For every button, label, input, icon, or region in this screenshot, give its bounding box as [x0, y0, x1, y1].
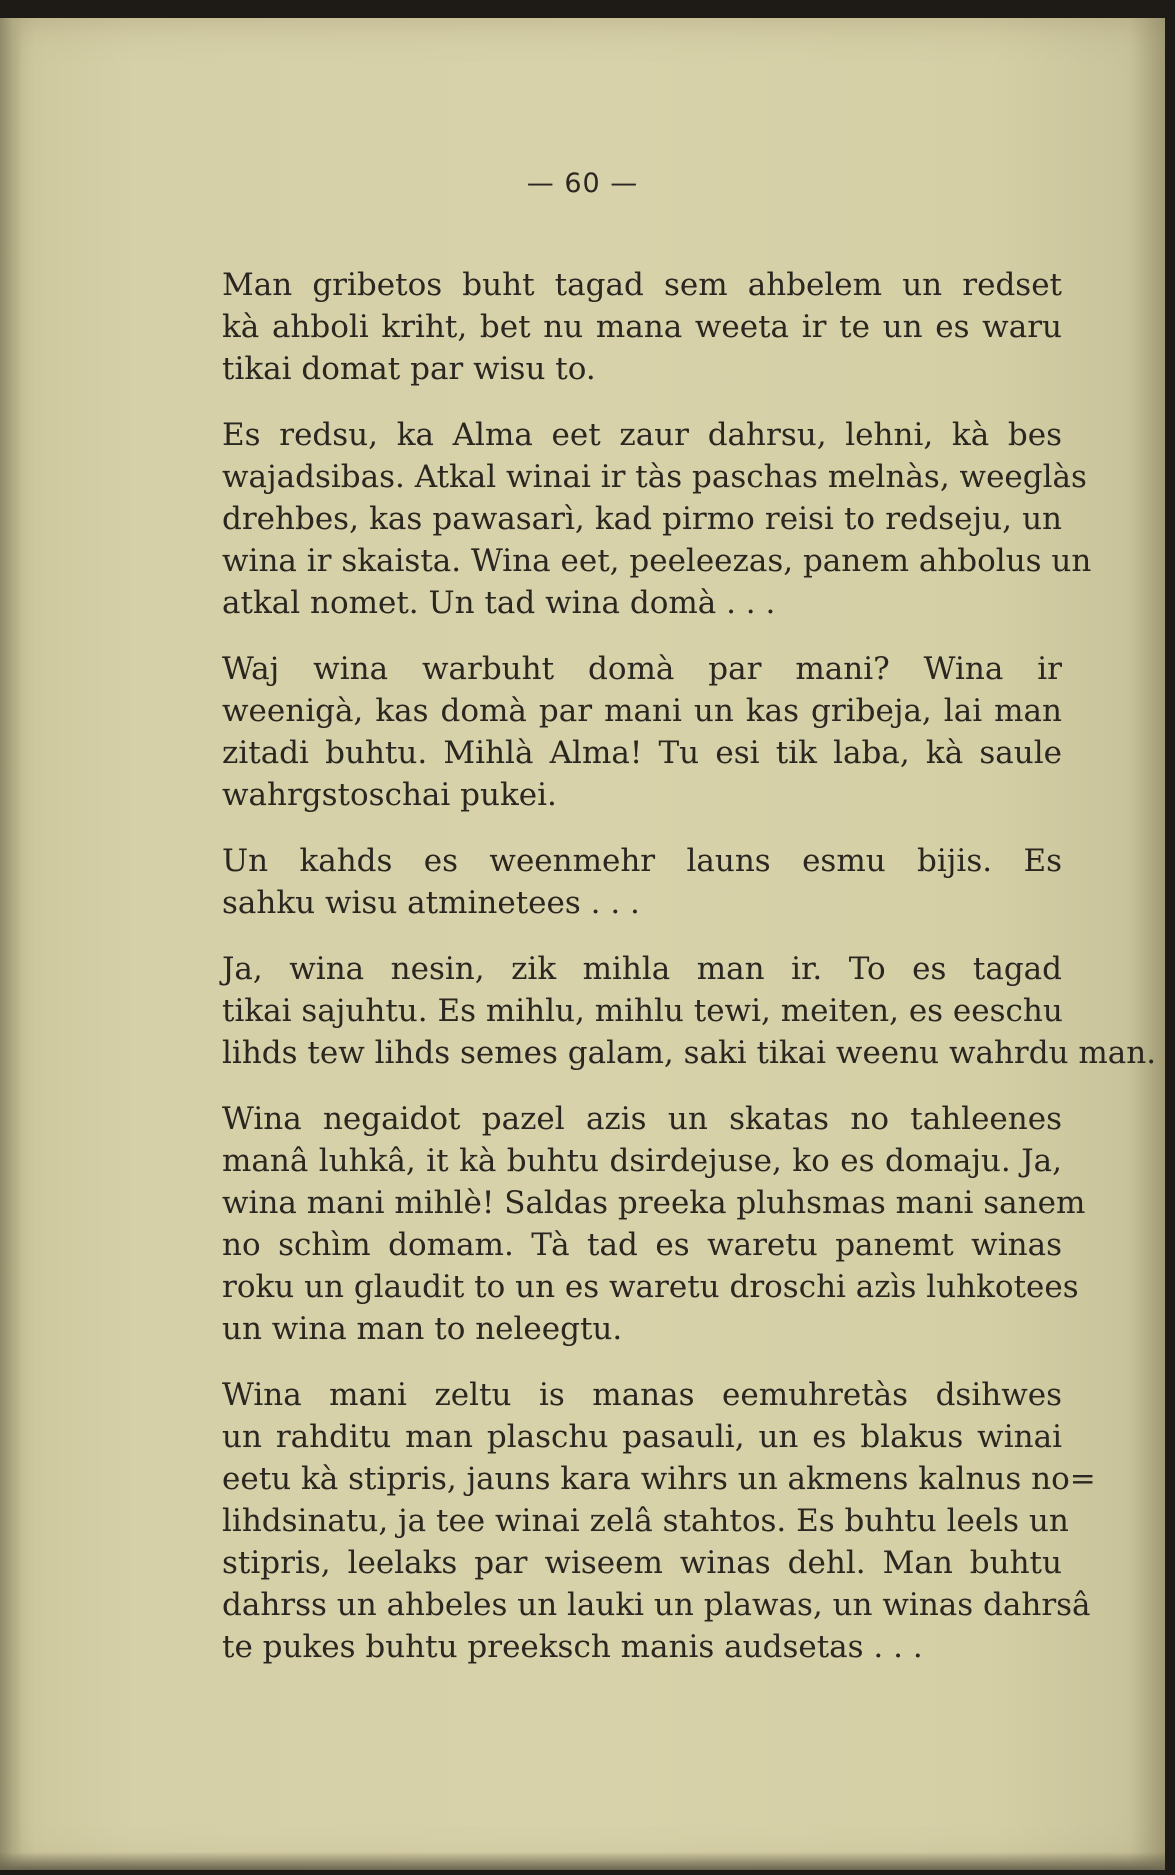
text-line: un rahditu man plaschu pasauli, un es blakus winai — [222, 1419, 1062, 1455]
text-line: Wina negaidot pazel azis un skatas no tahleenes — [222, 1101, 1062, 1137]
page-binding-edge — [0, 18, 22, 1870]
text-line: wahrgstoschai pukei. — [222, 777, 557, 813]
text-line: kà ahboli kriht, bet nu mana weeta ir te un es waru — [222, 309, 1062, 345]
text-line: Man gribetos buht tagad sem ahbelem un redset — [222, 267, 1062, 303]
text-line: Es redsu, ka Alma eet zaur dahrsu, lehni, kà bes — [222, 417, 1062, 453]
text-line: te pukes buhtu preeksch manis audsetas . . . — [222, 1629, 923, 1665]
text-line: drehbes, kas pawasarì, kad pirmo reisi to redseju, un — [222, 501, 1062, 537]
text-line: lihds tew lihds semes galam, saki tikai weenu wahrdu man. — [222, 1035, 1157, 1071]
text-line: Wina mani zeltu is manas eemuhretàs dsihwes — [222, 1377, 1062, 1413]
text-line: weenigà, kas domà par mani un kas gribeja, lai man — [222, 693, 1062, 729]
text-line: Un kahds es weenmehr launs esmu bijis. Es — [222, 843, 1062, 879]
text-line: tikai sajuhtu. Es mihlu, mihlu tewi, meiten, es eeschu — [222, 993, 1063, 1029]
paragraph — [222, 840, 1062, 924]
paragraph — [222, 948, 1157, 1074]
text-line: stipris, leelaks par wiseem winas dehl. Man buhtu — [222, 1545, 1062, 1581]
page-bottom-edge — [0, 1852, 1165, 1870]
text-line: wina ir skaista. Wina eet, peeleezas, panem ahbolus un — [222, 543, 1092, 579]
text-line: zitadi buhtu. Mihlà Alma! Tu esi tik laba, kà saule — [222, 735, 1062, 771]
text-line: dahrss un ahbeles un lauki un plawas, un winas dahrsâ — [222, 1587, 1091, 1623]
paragraph — [222, 414, 1092, 624]
paragraph — [222, 1098, 1086, 1350]
text-line: wajadsibas. Atkal winai ir tàs paschas melnàs, weeglàs — [222, 459, 1087, 495]
text-line: tikai domat par wisu to. — [222, 351, 596, 387]
text-line: lihdsinatu, ja tee winai zelâ stahtos. Es buhtu leels un — [222, 1503, 1069, 1539]
text-line: Ja, wina nesin, zik mihla man ir. To es tagad — [222, 951, 1062, 987]
body-text — [222, 264, 1157, 1692]
paragraph — [222, 264, 1062, 390]
text-line: eetu kà stipris, jauns kara wihrs un akmens kalnus no= — [222, 1461, 1096, 1497]
text-line: un wina man to neleegtu. — [222, 1311, 623, 1347]
text-line: wina mani mihlè! Saldas preeka pluhsmas mani sanem — [222, 1185, 1086, 1221]
text-line: no schìm domam. Tà tad es waretu panemt winas — [222, 1227, 1062, 1263]
text-line: manâ luhkâ, it kà buhtu dsirdejuse, ko es domaju. Ja, — [222, 1143, 1062, 1179]
paragraph — [222, 648, 1062, 816]
paragraph — [222, 1374, 1096, 1668]
text-line: atkal nomet. Un tad wina domà . . . — [222, 585, 776, 621]
book-page — [0, 18, 1165, 1870]
text-line: roku un glaudit to un es waretu droschi azìs luhkotees — [222, 1269, 1079, 1305]
page-number: — 60 — — [526, 168, 639, 199]
text-line: Waj wina warbuht domà par mani? Wina ir — [222, 651, 1062, 687]
text-line: sahku wisu atminetees . . . — [222, 885, 640, 921]
